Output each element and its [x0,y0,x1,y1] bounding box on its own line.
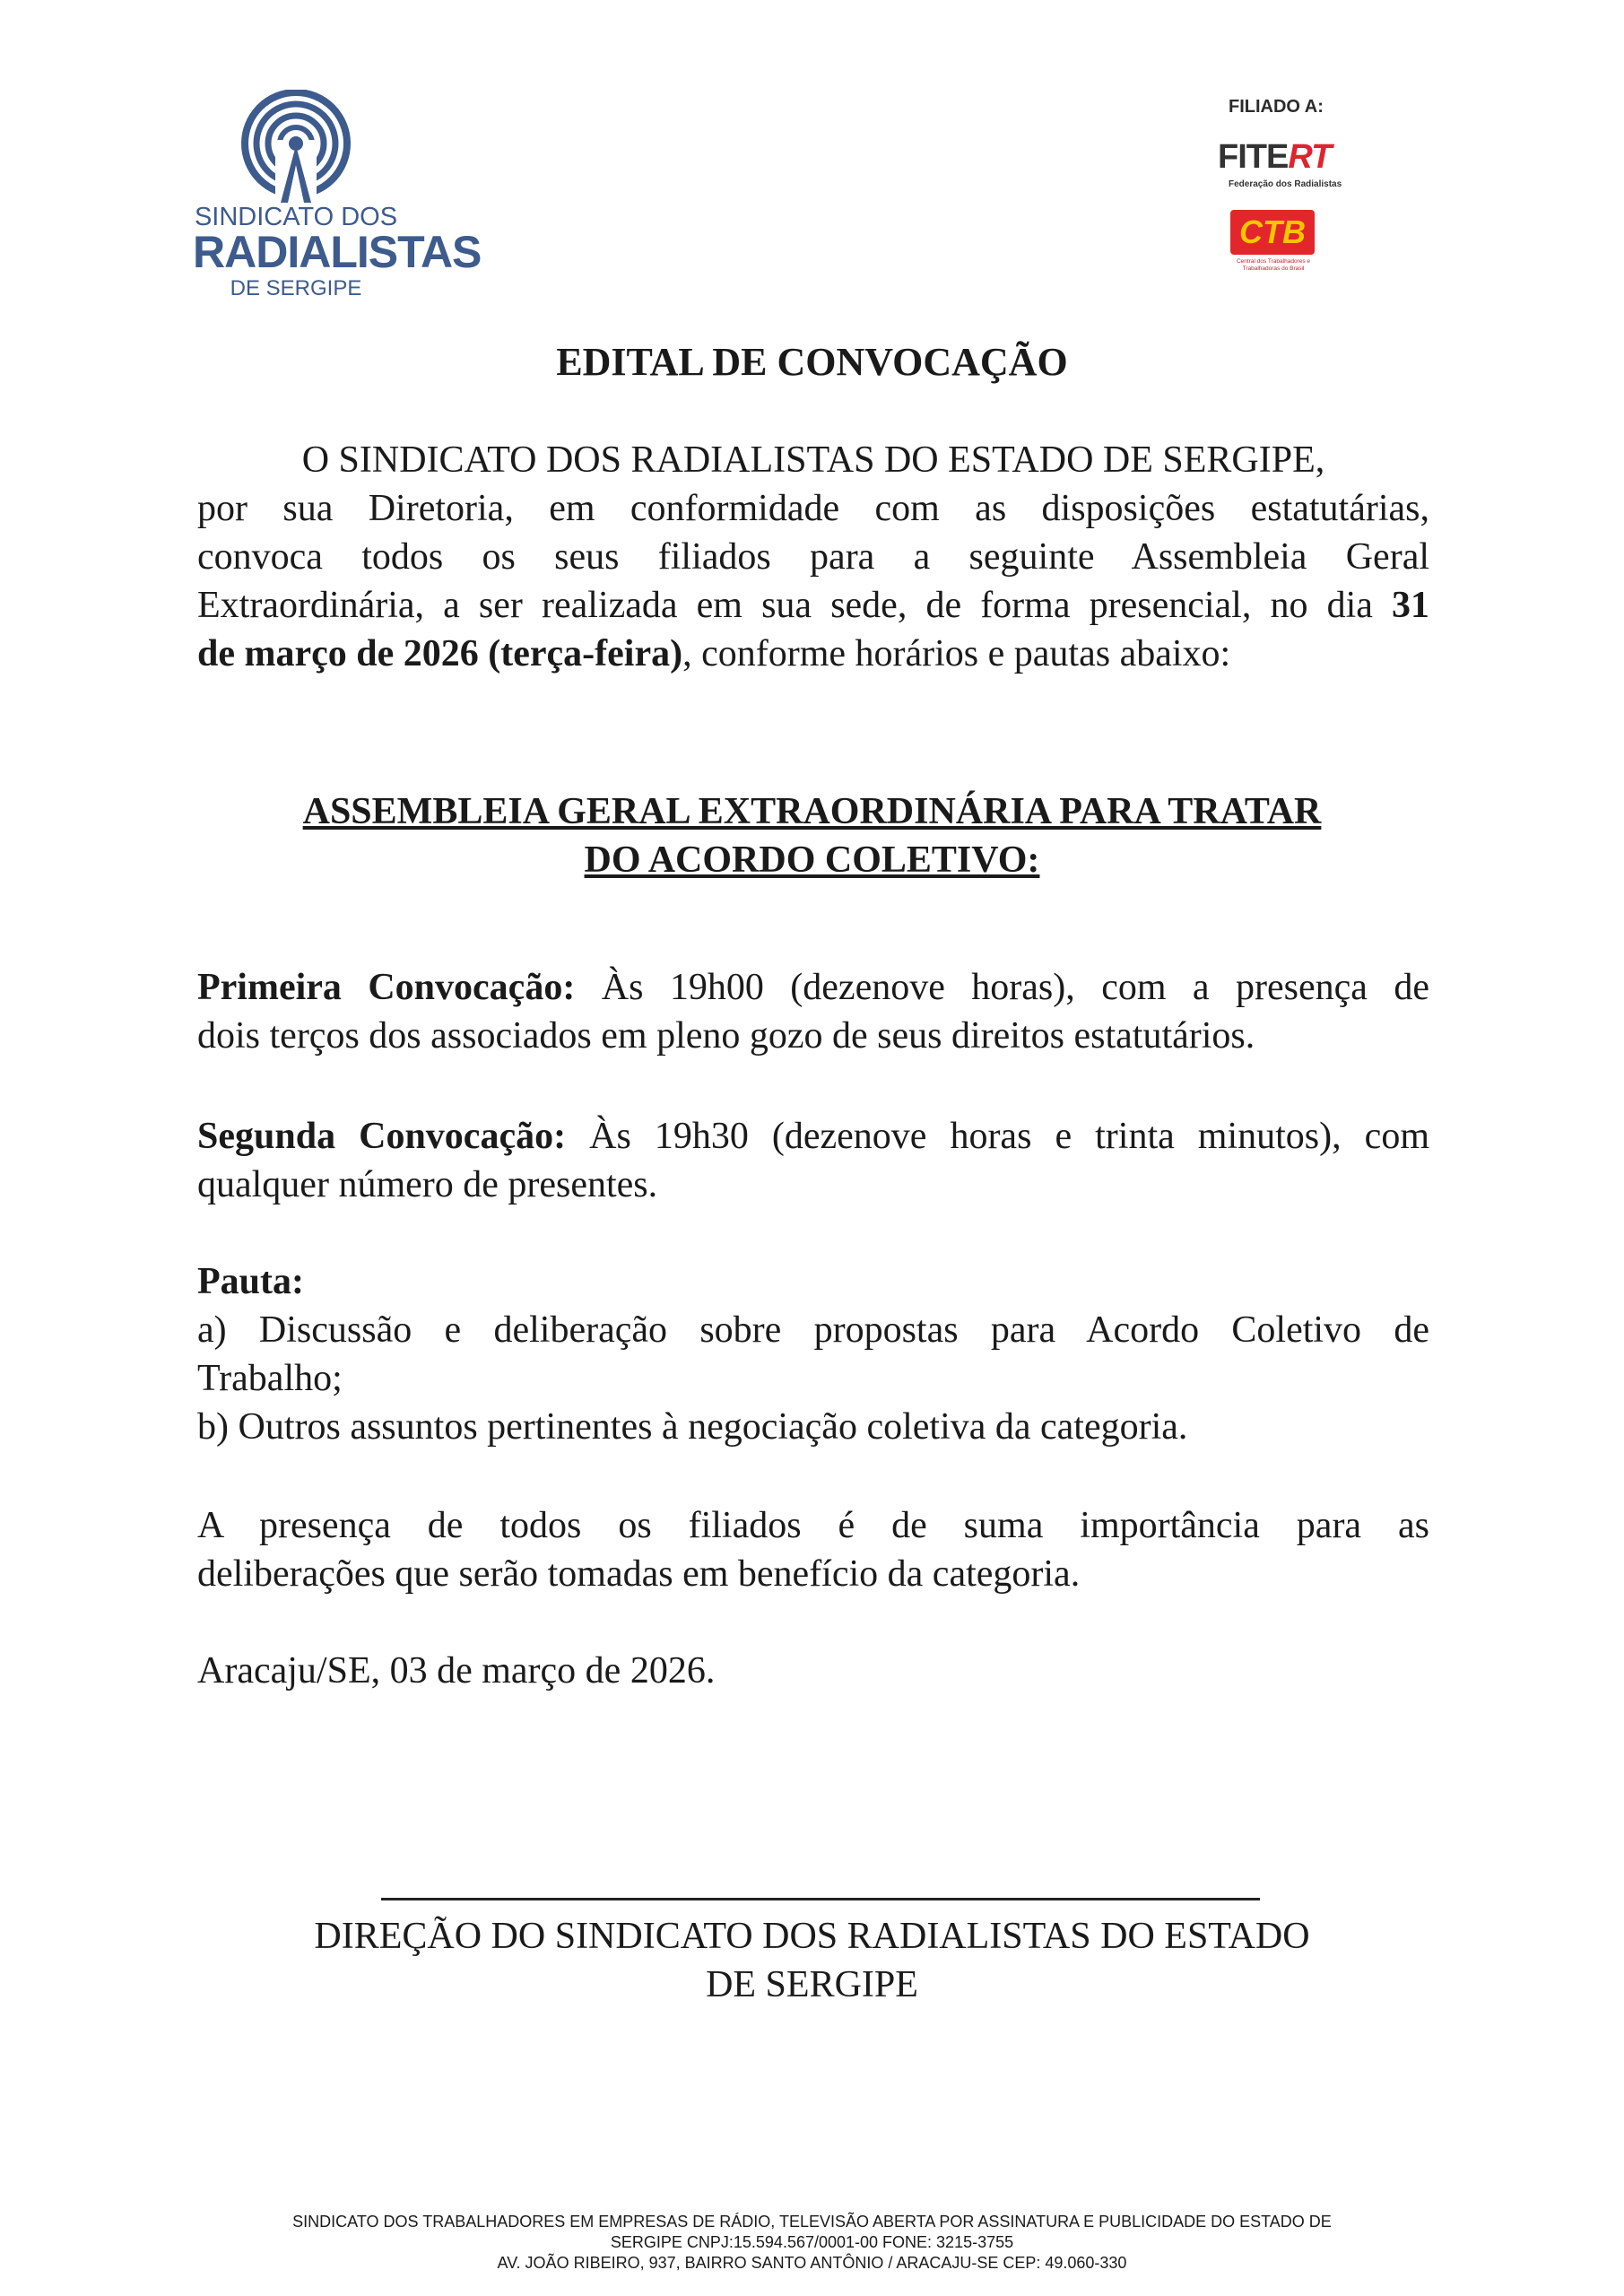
second-call-text: Às 19h30 (dezenove horas e trinta minutos), com [566,1116,1429,1157]
first-call-label: Primeira Convocação: [197,967,576,1008]
agenda-label-text: Pauta: [197,1261,304,1302]
place-date: Aracaju/SE, 03 de março de 2026. [197,1650,716,1692]
footer-line: AV. JOÃO RIBEIRO, 937, BAIRRO SANTO ANTÔNIO / ARACAJU-SE CEP: 49.060-330 [497,2254,1127,2272]
closing-line: A presença de todos os filiados é de suma importância para as [197,1505,1429,1546]
second-call-label: Segunda Convocação: [197,1116,567,1157]
first-call-line [197,963,1429,1012]
intro-date-bold: 31 [1392,585,1429,626]
footer-line: SINDICATO DOS TRABALHADORES EM EMPRESAS DE RÁDIO, TELEVISÃO ABERTA POR ASSINATURA E PUBLICIDADE DO ESTADO DE [292,2213,1332,2231]
signature-line [381,1898,1260,1900]
first-call-line: dois terços dos associados em pleno gozo de seus direitos estatutários. [197,1015,1255,1057]
signature-line1: DIREÇÃO DO SINDICATO DOS RADIALISTAS DO ESTADO [314,1916,1310,1957]
intro-paragraph [197,436,1429,678]
ctb-subtitle: Central dos Trabalhadores e Trabalhadoras do Brasil [1236,258,1311,272]
agenda-item-b: b) Outros assuntos pertinentes à negociação coletiva da categoria. [197,1406,1188,1448]
intro-date-bold: de março de 2026 (terça-feira) [197,633,683,674]
agenda-item-a: a) Discussão e deliberação sobre propostas para Acordo Coletivo de [197,1309,1429,1351]
footer [0,2212,1624,2274]
fitert-logo-main: FITE [1218,138,1289,176]
agenda-label [197,1257,1429,1306]
fitert-logo [1218,138,1331,177]
intro-line [197,630,1429,678]
fitert-subtitle: Federação dos Radialistas [1229,179,1342,189]
first-call-paragraph [197,963,1429,1060]
second-call-paragraph [197,1112,1429,1209]
closing-paragraph [197,1501,1429,1598]
document-title: EDITAL DE CONVOCAÇÃO [556,340,1068,384]
intro-line [197,581,1429,630]
intro-line: por sua Diretoria, em conformidade com as disposições estatutárias, [197,488,1429,529]
closing-line: deliberações que serão tomadas em benefício da categoria. [197,1553,1081,1595]
intro-text: Extraordinária, a ser realizada em sua sede, de forma presencial, no dia [197,585,1392,626]
union-logo [193,90,482,300]
signature-block [0,1912,1624,2009]
agenda-section [197,1257,1429,1451]
affiliation-block [1193,97,1372,294]
first-call-text: Às 19h00 (dezenove horas), com a presença de [575,967,1429,1008]
footer-line: SERGIPE CNPJ:15.594.567/0001-00 FONE: 3215-3755 [610,2233,1014,2251]
assembly-title-line: DO ACORDO COLETIVO: [584,839,1040,881]
logo-text-line3: DE SERGIPE [230,276,362,300]
logo-text-line2: RADIALISTAS [193,227,482,277]
signature-line2: DE SERGIPE [706,1964,918,2005]
assembly-title-line: ASSEMBLEIA GERAL EXTRAORDINÁRIA PARA TRATAR [302,791,1322,832]
intro-text: , conforme horários e pautas abaixo: [682,633,1231,674]
agenda-item-a-cont: Trabalho; [197,1358,343,1399]
assembly-title [0,787,1624,884]
affiliation-label: FILIADO A: [1229,97,1324,117]
second-call-line: qualquer número de presentes. [197,1164,658,1205]
ctb-logo [1230,210,1315,255]
intro-line: convoca todos os seus filiados para a seguinte Assembleia Geral [197,536,1429,578]
logo-text-line1: SINDICATO DOS [194,203,398,231]
fitert-logo-accent: RT [1288,138,1332,176]
radio-tower-icon [239,90,352,203]
intro-line: O SINDICATO DOS RADIALISTAS DO ESTADO DE SERGIPE, [301,439,1325,481]
ctb-logo-text: CTB [1239,213,1306,250]
second-call-line [197,1112,1429,1161]
